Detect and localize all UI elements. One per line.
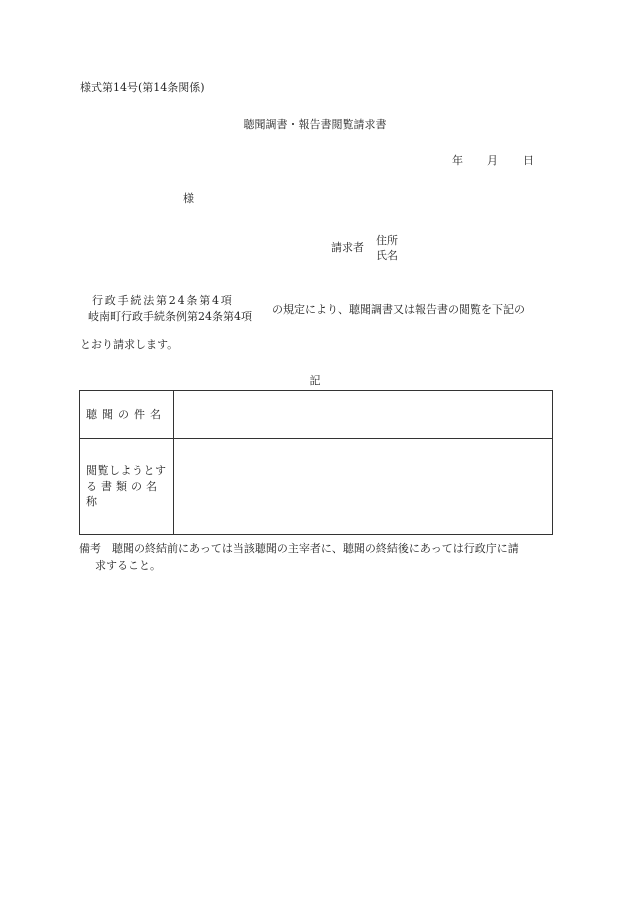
requester-label: 請求者 bbox=[331, 241, 364, 254]
body-text-line1: の規定により、聴聞調書又は報告書の閲覧を下記の bbox=[272, 303, 525, 316]
addressee-honorific: 様 bbox=[183, 192, 194, 205]
document-title: 聴聞調書・報告書閲覧請求書 bbox=[243, 118, 387, 131]
ki-heading: 記 bbox=[309, 374, 321, 387]
hearing-subject-field[interactable] bbox=[174, 391, 553, 439]
address-label: 住所 bbox=[376, 234, 398, 247]
form-number: 様式第14号(第14条関係) bbox=[80, 81, 205, 94]
legal-basis-national: 行政手続法第24条第4項 bbox=[92, 294, 234, 307]
date-day-label: 日 bbox=[523, 154, 534, 167]
table-row bbox=[80, 391, 553, 439]
table-row bbox=[80, 439, 553, 535]
request-table bbox=[79, 390, 553, 535]
document-name-field[interactable] bbox=[174, 439, 553, 535]
document-name-label-line1: 閲覧しようとす bbox=[86, 463, 167, 477]
legal-basis-ordinance: 岐南町行政手続条例第24条第4項 bbox=[88, 310, 252, 323]
body-text-line2: とおり請求します。 bbox=[80, 338, 179, 351]
hearing-subject-label: 聴聞の件名 bbox=[80, 391, 174, 439]
document-name-label-line2: る書類の名称 bbox=[86, 479, 161, 509]
date-month-label: 月 bbox=[487, 154, 498, 167]
remarks-line1: 備考 聴聞の終結前にあっては当該聴聞の主宰者に、聴聞の終結後にあっては行政庁に請 bbox=[79, 542, 519, 555]
remarks-line2: 求すること。 bbox=[95, 559, 161, 572]
document-name-label bbox=[80, 439, 174, 535]
date-year-label: 年 bbox=[452, 154, 463, 167]
name-label: 氏名 bbox=[376, 249, 398, 262]
